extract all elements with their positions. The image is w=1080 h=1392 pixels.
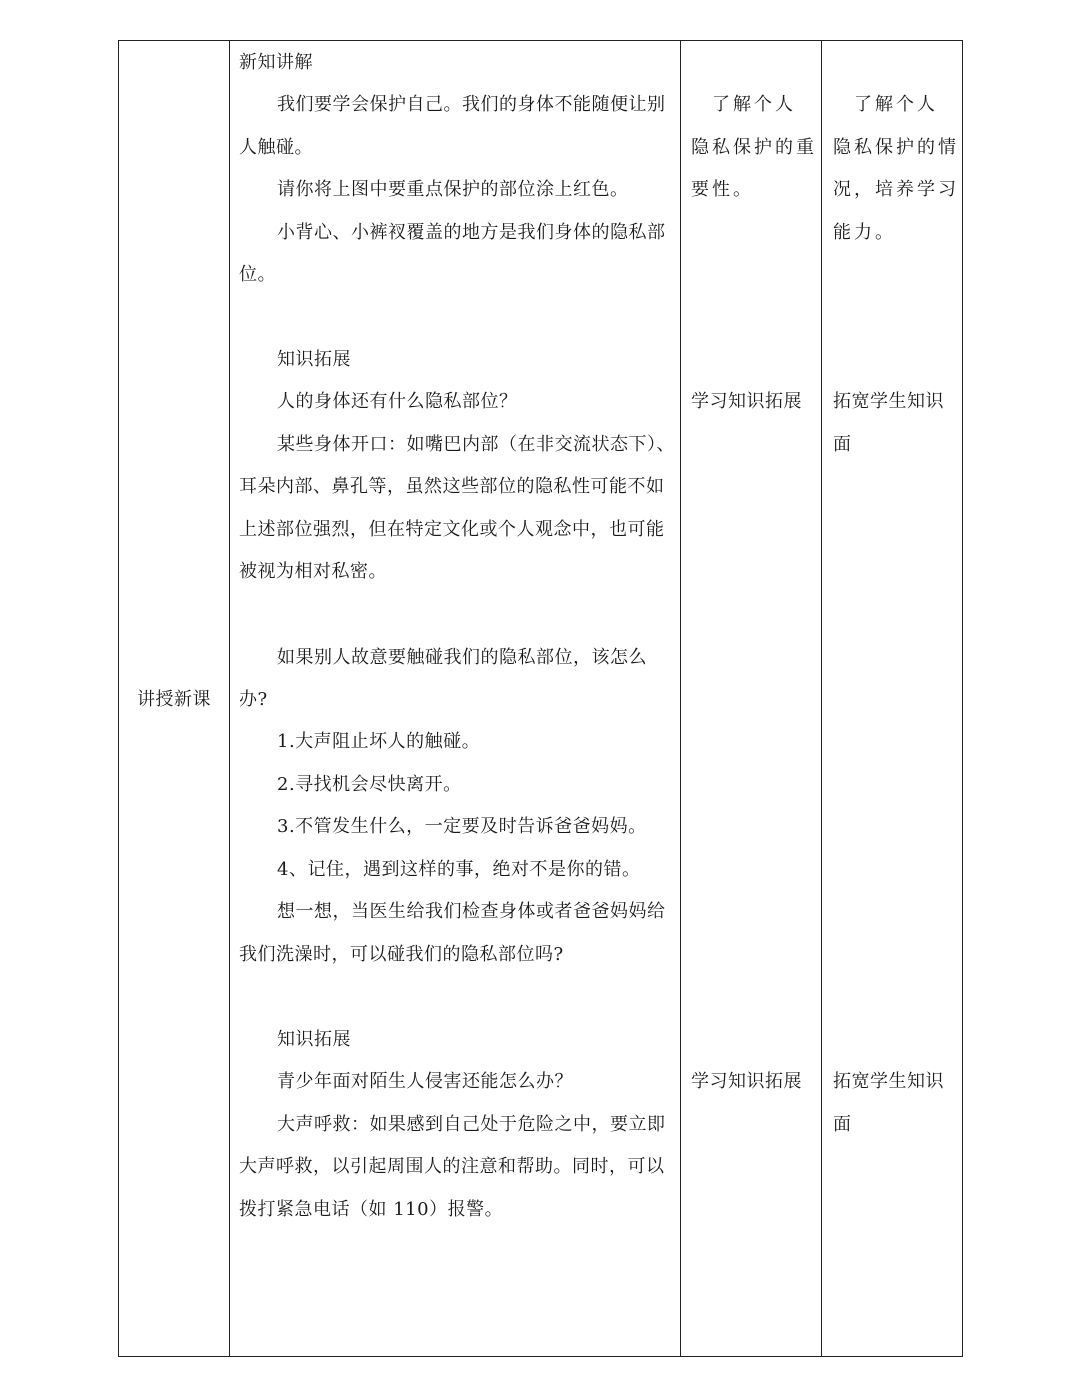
column-divider-1: [229, 41, 230, 1356]
content-line: 大声呼救，以引起周围人的注意和帮助。同时，可以: [239, 1156, 665, 1177]
content-line: 被视为相对私密。: [239, 561, 387, 582]
intent-line: 拓宽学生知识: [833, 1071, 944, 1092]
lesson-table: [118, 40, 963, 1357]
stage-label: 讲授新课: [137, 689, 211, 710]
content-line: 人的身体还有什么隐私部位？: [277, 391, 518, 412]
content-line: 某些身体开口：如嘴巴内部（在非交流状态下）、: [277, 434, 675, 455]
content-line: 人触碰。: [239, 137, 313, 158]
intent-line: 面: [833, 1114, 852, 1135]
content-line: 1.大声阻止坏人的触碰。: [277, 731, 481, 752]
content-line: 我们要学会保护自己。我们的身体不能随便让别: [277, 94, 666, 115]
activity-line: 要性。: [691, 179, 754, 200]
content-line: 如果别人故意要触碰我们的隐私部位，该怎么: [277, 647, 647, 668]
content-line: 大声呼救：如果感到自己处于危险之中，要立即: [277, 1114, 666, 1135]
content-line: 2.寻找机会尽快离开。: [277, 774, 462, 795]
content-line: 我们洗澡时，可以碰我们的隐私部位吗?: [239, 944, 564, 965]
content-line: 位。: [239, 264, 276, 285]
content-line: 青少年面对陌生人侵害还能怎么办？: [277, 1071, 573, 1092]
activity-line: 隐私保护的重: [691, 137, 817, 158]
content-line: 4、记住，遇到这样的事，绝对不是你的错。: [277, 859, 641, 880]
intent-line: 能力。: [833, 222, 896, 243]
section-heading: 知识拓展: [277, 1029, 351, 1050]
content-line: 办?: [239, 689, 268, 710]
intent-line: 隐私保护的情: [833, 137, 959, 158]
activity-line: 学习知识拓展: [691, 1071, 802, 1092]
content-line: 3.不管发生什么，一定要及时告诉爸爸妈妈。: [277, 816, 647, 837]
content-line: 拨打紧急电话（如 110）报警。: [239, 1199, 504, 1220]
intent-line: 拓宽学生知识: [833, 391, 944, 412]
intent-line: 了解个人: [833, 94, 938, 115]
content-line: 新知讲解: [239, 52, 313, 73]
section-heading: 知识拓展: [277, 349, 351, 370]
content-line: 耳朵内部、鼻孔等，虽然这些部位的隐私性可能不如: [239, 476, 665, 497]
content-line: 上述部位强烈，但在特定文化或个人观念中，也可能: [239, 519, 665, 540]
content-line: 请你将上图中要重点保护的部位涂上红色。: [277, 179, 629, 200]
intent-line: 况，培养学习: [833, 179, 959, 200]
content-line: 想一想，当医生给我们检查身体或者爸爸妈妈给: [277, 901, 666, 922]
activity-line: 学习知识拓展: [691, 391, 802, 412]
intent-line: 面: [833, 434, 852, 455]
activity-line: 了解个人: [691, 94, 796, 115]
column-divider-3: [821, 41, 822, 1356]
content-line: 小背心、小裤衩覆盖的地方是我们身体的隐私部: [277, 222, 666, 243]
